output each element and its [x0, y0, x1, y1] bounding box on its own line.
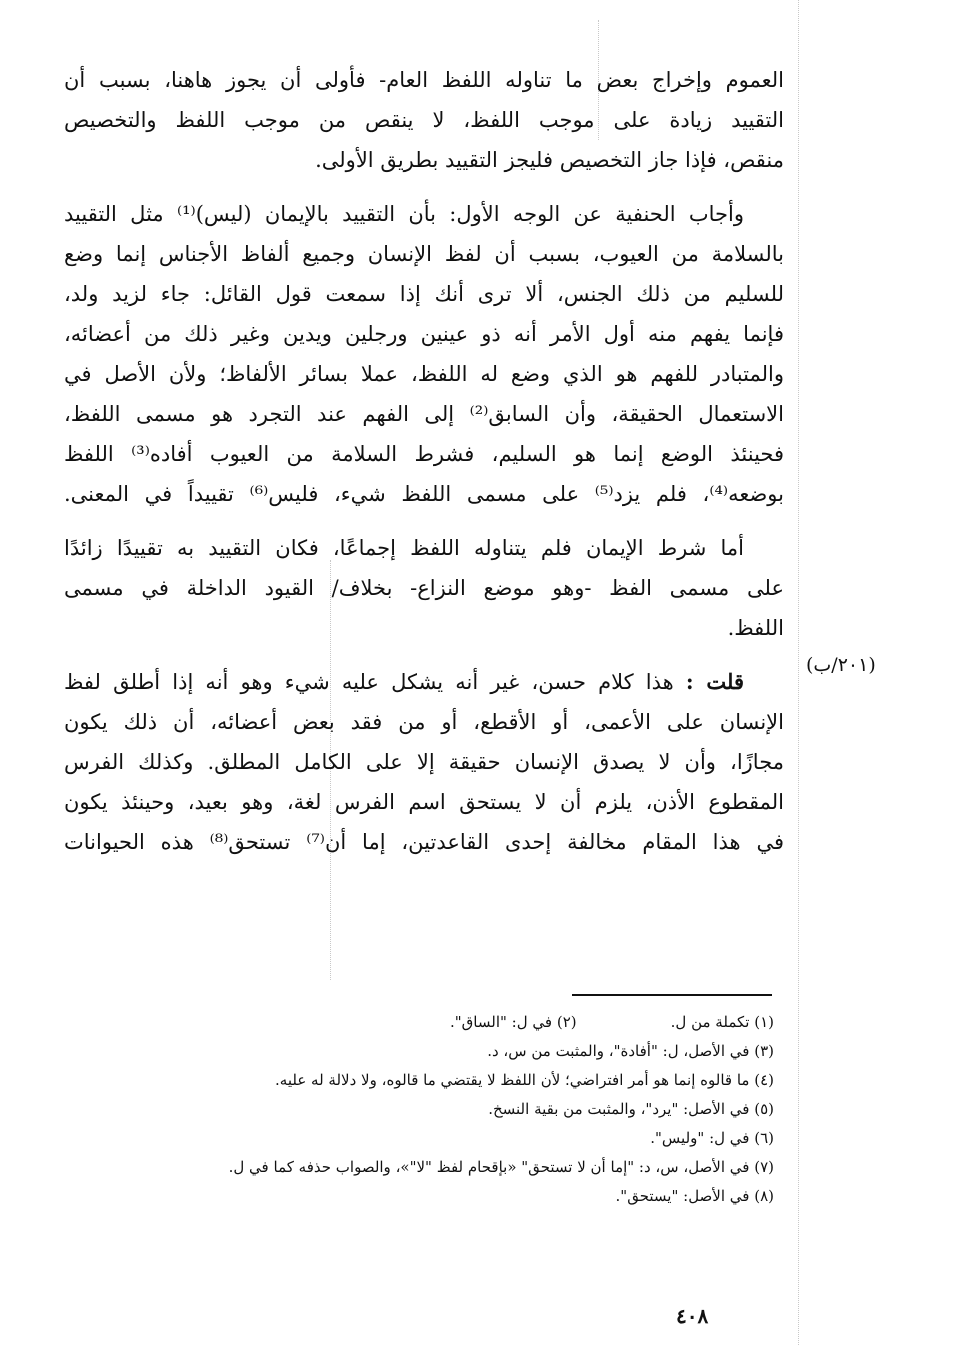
text-line: في هذا المقام مخالفة إحدى القاعدتين، إما أن⁽⁷⁾ تستحق⁽⁸⁾ هذه الحيوانات: [64, 830, 784, 854]
text-line: فإنما يفهم منه أول الأمر أنه ذو عينين ورجلين ويدين وغير ذلك من أعضائه،: [64, 322, 784, 346]
main-text: [64, 60, 784, 862]
text-line: مجازًا، وأن لا يصدق الإنسان حقيقة إلا على الكامل المطلق. وكذلك الفرس: [64, 750, 784, 774]
footnote: (٧) في الأصل، س، د: "إما أن لا تستحق" «بإقحام لفظ "لا"»، والصواب حذفه كما في ل.: [228, 1158, 774, 1176]
text-line: أما شرط الإيمان فلم يتناوله اللفظ إجماعًا، فكان التقييد به تقييدًا زائدًا: [64, 536, 744, 560]
text-line: على مسمى الفظ -وهو موضع النزاع- بخلاف/ القيود الداخلة في مسمى: [64, 576, 784, 600]
footnote: (٦) في ل: "وليس".: [650, 1129, 774, 1147]
manuscript-folio-note: (٢٠١/ب): [806, 654, 876, 676]
text-line: وأجاب الحنفية عن الوجه الأول: بأن التقييد بالإيمان (ليس)⁽¹⁾ مثل التقييد: [64, 202, 744, 226]
footnote: (٤) ما قالوه إنما هو أمر افتراضي؛ لأن اللفظ لا يقتضي ما قالوه، ولا دلالة له عليه.: [275, 1071, 774, 1089]
text-line: المقطوع الأذن، يلزم أن لا يستحق اسم الفرس لغة، وهو بعيد، وحينئذ يكون: [64, 790, 784, 814]
scan-fold-line: [798, 0, 799, 1345]
footnote: (٥) في الأصل: "يرد"، والمثبت من بقية النسخ.: [488, 1100, 774, 1118]
footnote: (٨) في الأصل: "يستحق".: [615, 1187, 774, 1205]
text-line: والمتبادر للفهم هو الذي وضع له اللفظ، عملا بسائر الألفاظ؛ ولأن الأصل في: [64, 362, 784, 386]
page-number: ٤٠٨: [676, 1304, 709, 1328]
text-line: قلت : هذا كلام حسن، غير أنه يشكل عليه شيء وهو أنه إذا أطلق لفظ: [64, 669, 744, 694]
text-line: بوضعه⁽⁴⁾، فلم يزد⁽⁵⁾ على مسمى اللفظ شيء، فليس⁽⁶⁾ تقييداً في المعنى.: [64, 482, 784, 506]
text-line: فحينئذ الوضع إنما هو السليم، فشرط السلامة من العيوب أفاده⁽³⁾ اللفظ: [64, 442, 784, 466]
text-line: للسليم من ذلك الجنس، ألا ترى أنك إذا سمعت قول القائل: جاء لزيد ولد،: [64, 282, 784, 306]
footnotes: [60, 1008, 774, 1211]
paragraph-1: [64, 60, 784, 180]
text-line: الاستعمال الحقيقة، وأن السابق⁽²⁾ إلى الفهم عند التجرد هو مسمى اللفظ،: [64, 402, 784, 426]
text-line: بالسلامة من العيوب، بسبب أن لفظ الإنسان وجميع ألفاظ الأجناس إنما وضع: [64, 242, 784, 266]
text-line: اللفظ.: [727, 616, 784, 640]
text-line: التقييد زيادة على موجب اللفظ، لا ينقص من موجب اللفظ والتخصيص: [64, 108, 784, 132]
footnote-separator: [572, 994, 772, 996]
paragraph-3: [64, 528, 784, 648]
footnote: (٣) في الأصل، ل: "أفادة"، والمثبت من س، د.: [487, 1042, 774, 1060]
text-line: الإنسان على الأعمى، أو الأقطع، أو من فقد بعض أعضائه، أن ذلك يكون: [64, 710, 784, 734]
footnote: (١) تكملة من ل.: [670, 1013, 774, 1031]
text-line: العموم وإخراج بعض ما تناوله اللفظ العام- فأولى أن يجوز هاهنا، بسبب أن: [64, 68, 784, 92]
qultu-lead: قلت :: [685, 669, 744, 694]
paragraph-4: [64, 662, 784, 862]
footnote: (٢) في ل: "الساق".: [450, 1013, 577, 1031]
footnote-row: [60, 1008, 774, 1037]
text-line: منقص، فإذا جاز التخصيص فليجز التقييد بطريق الأولى.: [315, 148, 784, 172]
paragraph-2: [64, 194, 784, 514]
